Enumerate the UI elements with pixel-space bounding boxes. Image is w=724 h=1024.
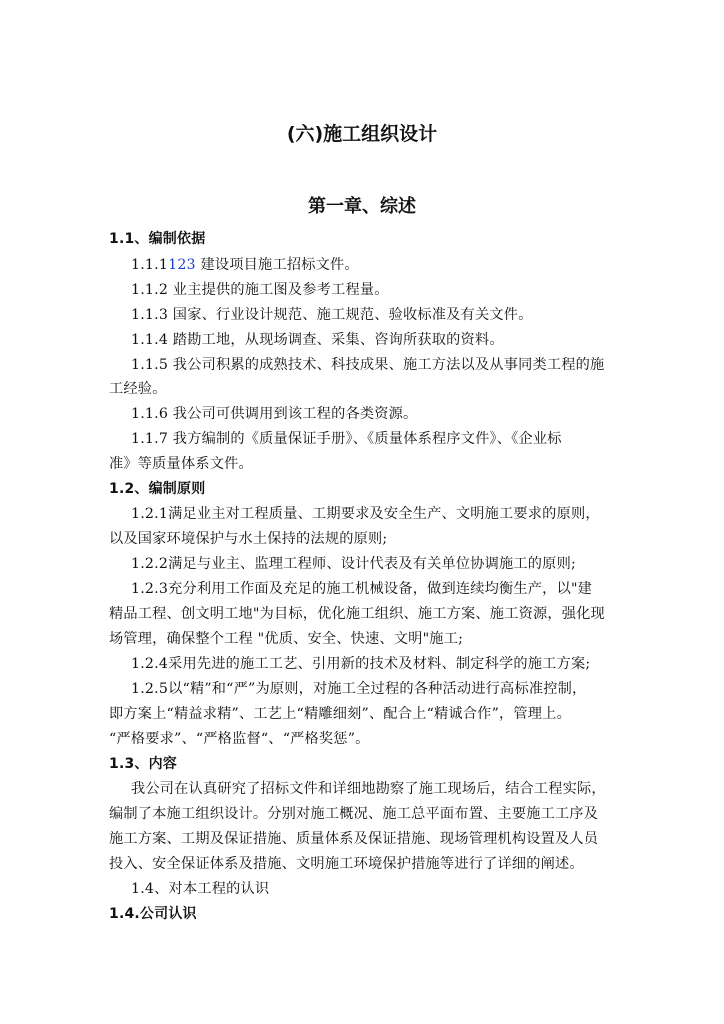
list-item-1-2-1-line2: 以及国家环境保护与水土保持的法规的原则; xyxy=(109,531,388,547)
list-item-1-1-7-line2: 准》等质量体系文件。 xyxy=(109,456,253,472)
list-item-1-2-5-line1: 1.2.5以“精”和“严”为原则，对施工全过程的各种活动进行高标准控制， xyxy=(131,681,587,697)
item-text: 建设项目施工招标文件。 xyxy=(195,257,359,273)
list-item-1-2-2: 1.2.2满足与业主、监理工程师、设计代表及有关单位协调施工的原则; xyxy=(131,556,576,572)
list-item-1-2-3-line1: 1.2.3充分利用工作面及充足的施工机械设备，做到连续均衡生产，以"建 xyxy=(131,581,593,597)
list-item-1-2-5-line3: “严格要求”、“严格监督“、“严格奖惩”。 xyxy=(109,731,370,747)
list-item-1-2-1-line1: 1.2.1满足业主对工程质量、工期要求及安全生产、文明施工要求的原则， xyxy=(131,506,600,522)
list-item-1-2-4: 1.2.4采用先进的施工工艺、引用新的技术及材料、制定科学的施工方案; xyxy=(131,656,591,672)
paragraph-line-4: 投入、安全保证体系及措施、文明施工环境保护措施等进行了详细的阐述。 xyxy=(109,856,584,872)
paragraph-line-2: 编制了本施工组织设计。分别对施工概况、施工总平面布置、主要施工工序及 xyxy=(109,806,599,822)
highlighted-number: 123 xyxy=(168,257,196,273)
section-heading-1-2: 1.2、编制原则 xyxy=(109,481,206,497)
section-subheading-1-4: 1.4.公司认识 xyxy=(109,906,197,922)
section-heading-1-1: 1.1、编制依据 xyxy=(109,231,206,247)
list-item-1-1-4: 1.1.4 踏勘工地，从现场调查、采集、咨询所获取的资料。 xyxy=(131,332,504,348)
list-item-1-1-1 xyxy=(131,255,661,275)
chapter-title: 第一章、综述 xyxy=(308,196,416,217)
paragraph-line-3: 施工方案、工期及保证措施、质量体系及保证措施、现场管理机构设置及人员 xyxy=(109,831,599,847)
list-item-1-1-2: 1.1.2 业主提供的施工图及参考工程量。 xyxy=(131,282,389,298)
section-heading-1-3: 1.3、内容 xyxy=(109,756,178,772)
list-item-1-1-3: 1.1.3 国家、行业设计规范、施工规范、验收标准及有关文件。 xyxy=(131,307,533,323)
list-item-1-1-5-line1: 1.1.5 我公司积累的成熟技术、科技成果、施工方法以及从事同类工程的施 xyxy=(131,357,605,373)
paragraph-line-1: 我公司在认真研究了招标文件和详细地勘察了施工现场后，结合工程实际， xyxy=(131,781,606,797)
section-item-1-4: 1.4、对本工程的认识 xyxy=(131,881,270,897)
list-item-1-2-3-line3: 场管理，确保整个工程 "优质、安全、快速、文明"施工; xyxy=(109,631,464,647)
list-item-1-1-6: 1.1.6 我公司可供调用到该工程的各类资源。 xyxy=(131,406,418,422)
item-number: 1.1.1 xyxy=(131,257,169,273)
list-item-1-1-7-line1: 1.1.7 我方编制的《质量保证手册》、《质量体系程序文件》、《企业标 xyxy=(131,431,562,447)
list-item-1-2-5-line2: 即方案上“精益求精”、工艺上“精雕细刻”、配合上“精诚合作”，管理上。 xyxy=(109,706,571,722)
document-title: (六)施工组织设计 xyxy=(286,123,438,145)
list-item-1-2-3-line2: 精品工程、创文明工地"为目标，优化施工组织、施工方案、施工资源，强化现 xyxy=(109,606,605,622)
list-item-1-1-5-line2: 工经验。 xyxy=(109,381,167,397)
